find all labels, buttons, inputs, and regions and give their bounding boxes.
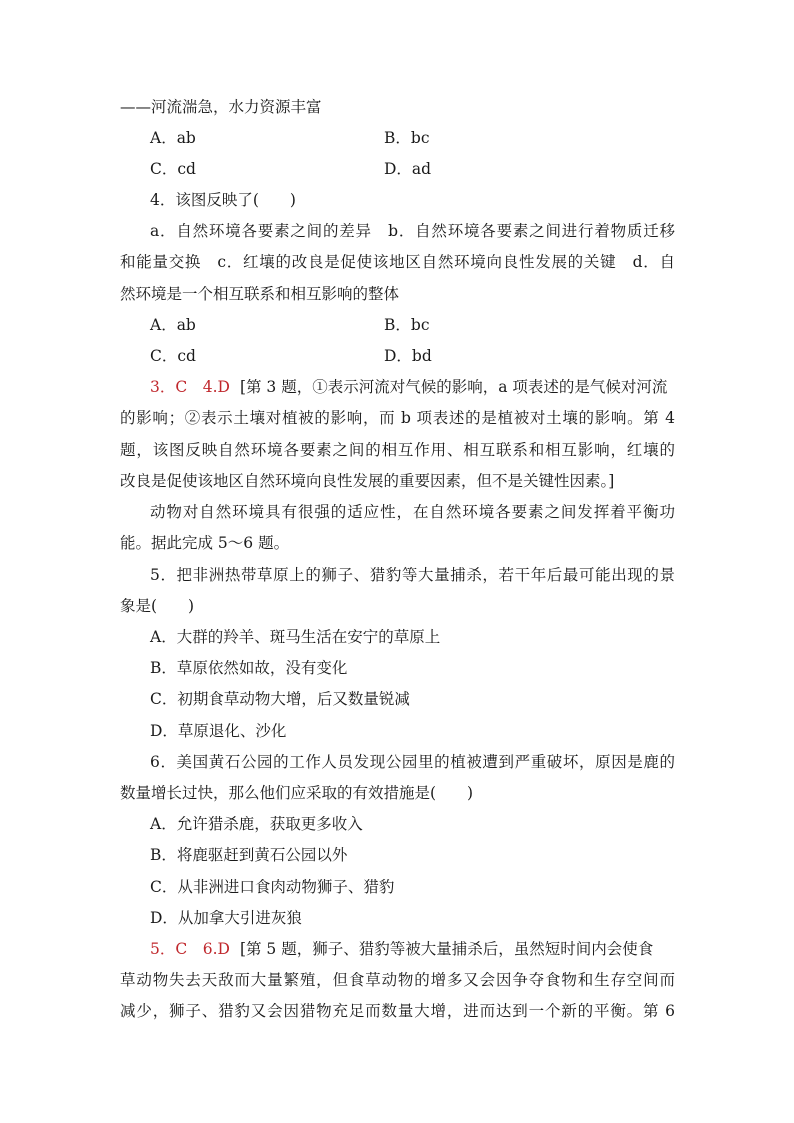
intro-5-6-line: 动物对自然环境具有很强的适应性，在自然环境各要素之间发挥着平衡功 (150, 503, 675, 521)
answer-5-6-text-line: 草动物失去天敌而大量繁殖，但食草动物的增多又会因争夺食物和生存空间而 (120, 971, 675, 989)
q4-option-b: B．bc (384, 316, 430, 334)
prev-question-fragment: ——河流湍急，水力资源丰富 (120, 98, 322, 116)
q6-stem-line: 数量增长过快，那么他们应采取的有效措施是( ) (120, 784, 474, 802)
q4-options-row-2 (150, 346, 675, 366)
answer-5-6-line (150, 939, 675, 959)
q6-option: B．将鹿驱赶到黄石公园以外 (150, 846, 348, 864)
q4-option-c: C．cd (150, 347, 196, 365)
q5-option: D．草原退化、沙化 (150, 722, 287, 740)
intro-5-6-line: 能。据此完成 5～6 题。 (120, 534, 290, 552)
q5-stem-line: 5．把非洲热带草原上的狮子、猎豹等大量捕杀，若干年后最可能出现的景 (150, 566, 675, 584)
answer-3-4-text-line: 题，该图反映自然环境各要素之间的相互作用、相互联系和相互影响，红壤的 (120, 441, 675, 459)
q4-option-a: A．ab (150, 316, 196, 334)
q3-option-c: C．cd (150, 160, 196, 178)
answer-5-6-text-line: 减少，狮子、猎豹又会因猎物充足而数量大增，进而达到一个新的平衡。第 6 (120, 1002, 675, 1020)
answer-3-4-label: 3．C 4.D (150, 378, 230, 396)
q3-options-row-1 (150, 128, 675, 148)
answer-3-4-text-line: 的影响；②表示土壤对植被的影响，而 b 项表述的是植被对土壤的影响。第 4 (120, 409, 675, 427)
q5-option: A．大群的羚羊、斑马生活在安宁的草原上 (150, 628, 441, 646)
q4-stem: 4．该图反映了( ) (150, 191, 296, 209)
q6-option: D．从加拿大引进灰狼 (150, 909, 302, 927)
answer-3-4-text-line: 改良是促使该地区自然环境向良性发展的重要因素，但不是关键性因素。] (120, 472, 615, 490)
answer-3-4-explanation: [第 3 题，①表示河流对气候的影响，a 项表述的是气候对河流 (239, 378, 668, 396)
q4-text-line: 然环境是一个相互联系和相互影响的整体 (120, 285, 400, 303)
q3-option-a: A．ab (150, 129, 196, 147)
q4-option-d: D．bd (384, 347, 432, 365)
q3-option-b: B．bc (384, 129, 430, 147)
q4-options-row-1 (150, 315, 675, 335)
q4-text-line: 和能量交换 c．红壤的改良是促使该地区自然环境向良性发展的关键 d．自 (120, 253, 675, 271)
answer-3-4-line (150, 377, 675, 397)
answer-5-6-explanation: [第 5 题，狮子、猎豹等被大量捕杀后，虽然短时间内会使食 (239, 940, 654, 958)
q6-stem-line: 6．美国黄石公园的工作人员发现公园里的植被遭到严重破坏，原因是鹿的 (150, 753, 675, 771)
q5-option: B．草原依然如故，没有变化 (150, 659, 348, 677)
answer-5-6-label: 5．C 6.D (150, 940, 230, 958)
q3-options-row-2 (150, 159, 675, 179)
q5-stem-line: 象是( ) (120, 597, 195, 615)
q6-option: A．允许猎杀鹿，获取更多收入 (150, 815, 363, 833)
q5-option: C．初期食草动物大增，后又数量锐减 (150, 690, 410, 708)
q3-option-d: D．ad (384, 160, 432, 178)
q4-text-line: a．自然环境各要素之间的差异 b．自然环境各要素之间进行着物质迁移 (150, 222, 675, 240)
q6-option: C．从非洲进口食肉动物狮子、猎豹 (150, 878, 395, 896)
